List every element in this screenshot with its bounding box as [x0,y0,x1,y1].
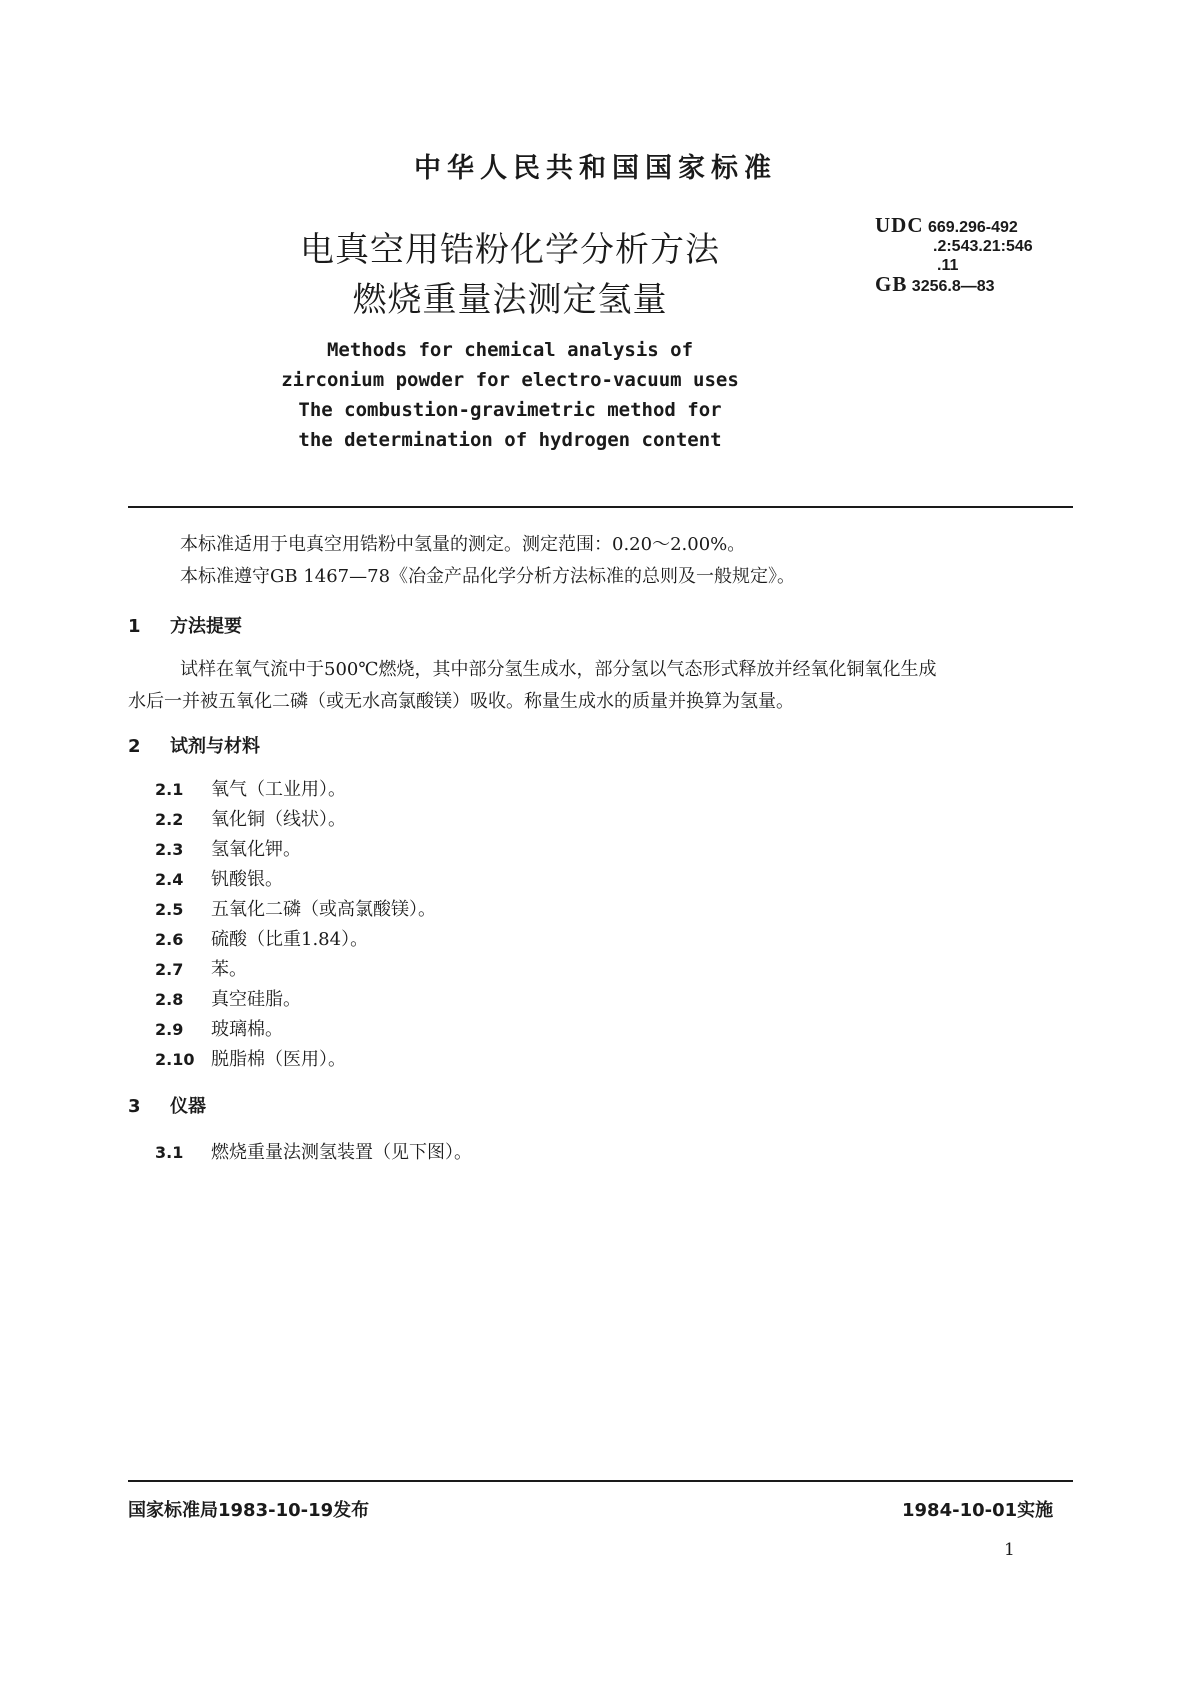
item-text: 氧化铜（线状）。 [211,809,346,830]
section-number: 1 [128,616,141,637]
classification-codes [875,213,1033,296]
list-item [155,925,368,951]
item-number: 3.1 [155,1143,184,1162]
section-title: 仪器 [170,1096,206,1117]
item-text: 钒酸银。 [211,869,283,890]
english-title-line-2: zirconium powder for electro-vacuum uses [281,369,739,391]
english-title [230,335,790,455]
item-number: 2.7 [155,960,184,979]
page-number: 1 [1004,1540,1015,1560]
item-text: 燃烧重量法测氢装置（见下图）。 [211,1142,472,1163]
section-number: 2 [128,736,141,757]
national-standard-heading: 中华人民共和国国家标准 [414,153,777,184]
item-text: 真空硅脂。 [211,989,301,1010]
english-title-line-1: Methods for chemical analysis of [326,339,694,361]
list-item [155,895,436,921]
udc-code-line-2: .2:543.21:546 [933,238,1033,255]
item-text: 硫酸（比重1.84）。 [211,929,369,950]
footer-divider [128,1480,1073,1482]
compliance-paragraph: 本标准遵守GB 1467—78《冶金产品化学分析方法标准的总则及一般规定》。 [180,566,796,587]
gb-label: GB [875,272,908,296]
list-item [155,955,247,981]
item-text: 氢氧化钾。 [211,839,301,860]
section-title: 方法提要 [170,616,242,637]
section-1-line-1: 试样在氧气流中于500℃燃烧，其中部分氢生成水，部分氢以气态形式释放并经氧化铜氧化生成 [180,659,937,680]
section-2-heading [128,732,260,758]
udc-code-line-1: 669.296-492 [927,219,1018,236]
gb-number: 3256.8—83 [911,278,995,295]
list-item [155,985,301,1011]
english-title-line-4: the determination of hydrogen content [298,429,722,451]
section-number: 3 [128,1096,141,1117]
item-number: 2.9 [155,1020,184,1039]
item-text: 玻璃棉。 [211,1019,283,1040]
header-divider [128,506,1073,508]
item-number: 2.3 [155,840,184,859]
item-number: 2.8 [155,990,184,1009]
section-title: 试剂与材料 [170,736,260,757]
udc-label: UDC [875,213,924,237]
section-3-heading [128,1092,206,1118]
item-text: 脱脂棉（医用）。 [211,1049,346,1070]
list-item [155,775,346,801]
list-item [155,865,283,891]
item-text: 五氧化二磷（或高氯酸镁）。 [211,899,436,920]
english-title-line-3: The combustion-gravimetric method for [298,399,722,421]
item-text: 氧气（工业用）。 [211,779,346,800]
effective-date: 1984-10-01实施 [902,1500,1054,1521]
item-number: 2.4 [155,870,184,889]
list-item [155,1045,346,1071]
chinese-title-line-1: 电真空用锆粉化学分析方法 [300,230,720,270]
item-number: 2.6 [155,930,184,949]
item-number: 2.1 [155,780,184,799]
section-1-line-2: 水后一并被五氧化二磷（或无水高氯酸镁）吸收。称量生成水的质量并换算为氢量。 [128,691,794,712]
item-number: 2.2 [155,810,184,829]
item-number: 2.10 [155,1050,195,1069]
list-item [155,805,346,831]
chinese-title-line-2: 燃烧重量法测定氢量 [352,280,668,320]
section-1-heading [128,612,242,638]
scope-paragraph: 本标准适用于电真空用锆粉中氢量的测定。测定范围：0.20～2.00%。 [180,534,746,555]
issue-date: 国家标准局1983-10-19发布 [128,1500,370,1521]
list-item [155,1138,472,1164]
item-text: 苯。 [211,959,247,980]
list-item [155,1015,283,1041]
udc-code-line-3: .11 [937,257,959,274]
item-number: 2.5 [155,900,184,919]
section-1-body [128,654,1073,718]
list-item [155,835,301,861]
